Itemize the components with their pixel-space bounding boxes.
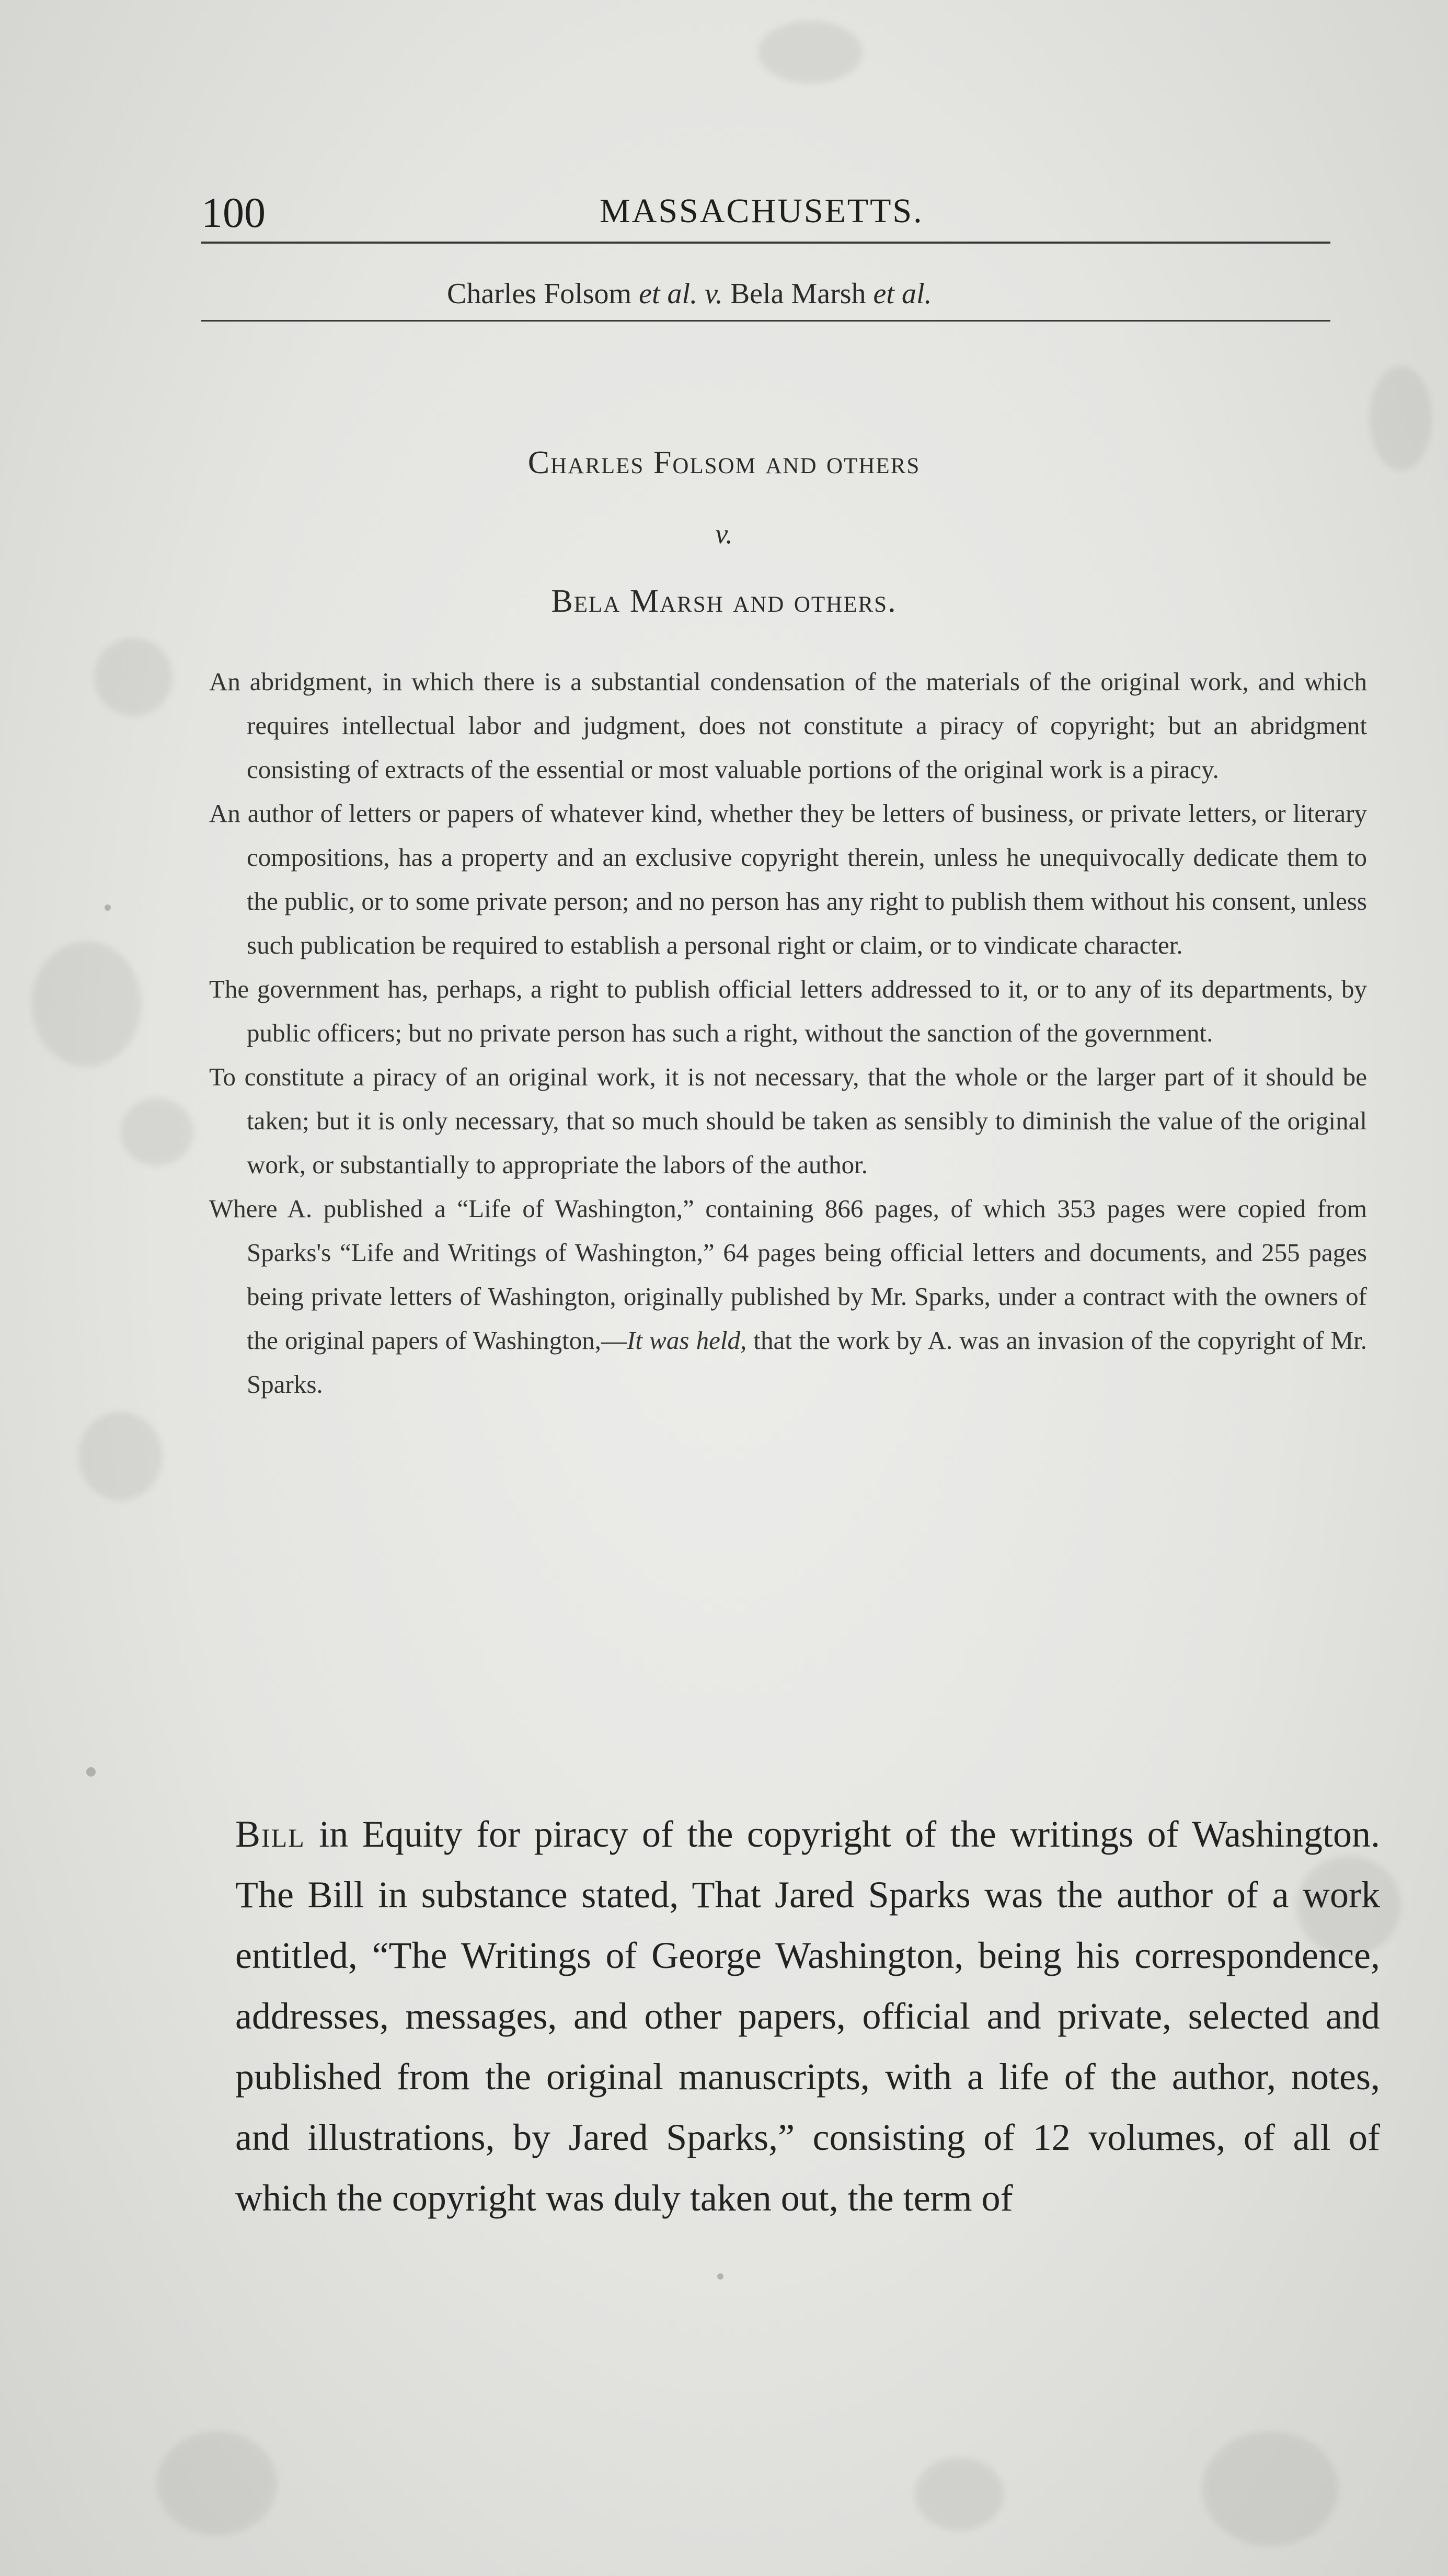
syllabus-paragraph: To constitute a piracy of an original work, it is not necessary, that the whole or the larger part of it should be taken; but it is only necessary, that so much should be taken as sensibly to diminish the value of the original work, or substantially to appropriate the labors of the author. xyxy=(209,1062,1367,1179)
syllabus-paragraph: An author of letters or papers of whatever kind, whether they be letters of business, or private letters, or literary compositions, has a property and an exclusive copyright therein, unless he unequivocally dedicate them to the public, or to some private person; and no person has any right to publish them without his consent, unless such publication be required to establish a personal right or claim, or to vindicate character. xyxy=(209,799,1367,959)
foxing-stain xyxy=(1202,2431,1338,2546)
ink-speck xyxy=(86,1767,96,1777)
foxing-stain xyxy=(157,2431,277,2536)
plaintiffs-title: Charles Folsom and others xyxy=(527,445,921,480)
ink-speck xyxy=(105,905,111,911)
lead-word: Bill xyxy=(235,1813,305,1855)
versus: v. xyxy=(715,518,733,549)
running-head: MASSACHUSETTS. xyxy=(600,192,924,230)
foxing-stain xyxy=(915,2457,1004,2531)
bill-in-equity-text: Bill in Equity for piracy of the copyright of the writings of Washington. The Bill in substance stated, That Jared Sparks was the author of a work entitled, “The Writings of George Washington, being his correspondence, addresses, messages, and other papers, official and private, selected and published from the original manuscripts, with a life of the author, notes, and illustrations, by Jared Sparks,” consisting of 12 volumes, of all of which the copyright was duly taken out, the term of xyxy=(235,1813,1380,2219)
syllabus-paragraph: The government has, perhaps, a right to publish official letters addressed to it, or to any of its departments, by public officers; but no private person has such a right, without the sanction of the government. xyxy=(209,975,1367,1047)
foxing-stain xyxy=(758,21,863,84)
foxing-stain xyxy=(78,1412,162,1501)
syllabus-paragraph: Where A. published a “Life of Washington,” containing 866 pages, of which 353 pages were copied from Sparks's “Life and Writings of Washington,” 64 pages being official letters and documents, and 255 pages being private letters of Washington, originally published by Mr. Sparks, under a contract with the owners of the original papers of Washington,—It was held, that the work by A. was an invasion of the copyright of Mr. Sparks. xyxy=(209,1194,1367,1399)
defendants-title: Bela Marsh and others. xyxy=(551,583,897,619)
held-label: It was held, xyxy=(627,1326,747,1355)
header-rule xyxy=(201,242,1330,244)
syllabus xyxy=(209,660,1367,1406)
case-subheading: Charles Folsom et al. v. Bela Marsh et al. xyxy=(447,278,932,310)
subheading-rule xyxy=(201,320,1330,322)
foxing-stain xyxy=(94,638,173,716)
foxing-stain xyxy=(120,1098,193,1166)
syllabus-paragraph: An abridgment, in which there is a substantial condensation of the materials of the original work, and which requires intellectual labor and judgment, does not constitute a piracy of copyright; but an abridgment consisting of extracts of the essential or most valuable portions of the original work is a piracy. xyxy=(209,667,1367,784)
ink-speck xyxy=(717,2273,723,2280)
page-number: 100 xyxy=(201,189,266,236)
page-header xyxy=(201,188,1330,246)
foxing-stain xyxy=(31,941,141,1067)
